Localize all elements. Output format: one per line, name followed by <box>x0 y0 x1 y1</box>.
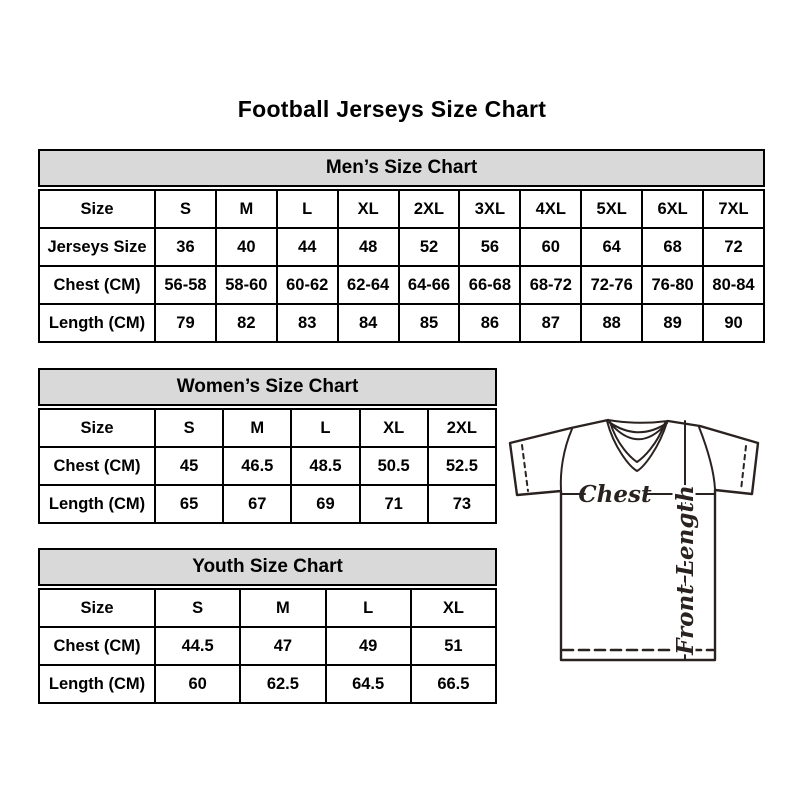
size-table <box>38 408 497 524</box>
value-cell: XL <box>411 589 496 627</box>
value-cell: 48.5 <box>291 447 359 485</box>
value-cell: 3XL <box>459 190 520 228</box>
value-cell: 79 <box>155 304 216 342</box>
value-cell: 64.5 <box>326 665 411 703</box>
row-label-cell: Length (CM) <box>39 304 155 342</box>
value-cell: S <box>155 190 216 228</box>
value-cell: L <box>277 190 338 228</box>
value-cell: L <box>291 409 359 447</box>
right-armhole-seam <box>699 427 715 489</box>
value-cell: 66.5 <box>411 665 496 703</box>
value-cell: M <box>216 190 277 228</box>
value-cell: 6XL <box>642 190 703 228</box>
value-cell: 7XL <box>703 190 764 228</box>
value-cell: XL <box>360 409 428 447</box>
value-cell: 71 <box>360 485 428 523</box>
row-label-cell: Chest (CM) <box>39 447 155 485</box>
left-armhole-seam <box>561 429 572 490</box>
mens-size-chart <box>38 149 765 343</box>
value-cell: 36 <box>155 228 216 266</box>
value-cell: 56 <box>459 228 520 266</box>
table-title: Women’s Size Chart <box>38 368 497 406</box>
table-row <box>39 304 764 342</box>
value-cell: M <box>223 409 291 447</box>
table-row <box>39 447 496 485</box>
value-cell: 89 <box>642 304 703 342</box>
row-label-cell: Length (CM) <box>39 665 155 703</box>
value-cell: 90 <box>703 304 764 342</box>
value-cell: 72-76 <box>581 266 642 304</box>
value-cell: 49 <box>326 627 411 665</box>
value-cell: 68-72 <box>520 266 581 304</box>
value-cell: 47 <box>240 627 325 665</box>
value-cell: 65 <box>155 485 223 523</box>
table-row <box>39 589 496 627</box>
value-cell: 52.5 <box>428 447 496 485</box>
value-cell: 64 <box>581 228 642 266</box>
value-cell: 84 <box>338 304 399 342</box>
table-row <box>39 485 496 523</box>
value-cell: 50.5 <box>360 447 428 485</box>
neck-top-edge <box>608 420 668 423</box>
value-cell: 60 <box>155 665 240 703</box>
womens-size-chart <box>38 368 497 524</box>
table-row <box>39 665 496 703</box>
value-cell: 86 <box>459 304 520 342</box>
value-cell: 72 <box>703 228 764 266</box>
value-cell: 68 <box>642 228 703 266</box>
youth-size-chart <box>38 548 497 704</box>
row-label-cell: Size <box>39 589 155 627</box>
chest-label: Chest <box>578 481 652 508</box>
value-cell: 4XL <box>520 190 581 228</box>
jersey-diagram <box>495 398 777 680</box>
row-label-cell: Length (CM) <box>39 485 155 523</box>
size-table <box>38 588 497 704</box>
value-cell: 66-68 <box>459 266 520 304</box>
value-cell: 80-84 <box>703 266 764 304</box>
value-cell: L <box>326 589 411 627</box>
value-cell: 67 <box>223 485 291 523</box>
value-cell: 2XL <box>399 190 460 228</box>
value-cell: 40 <box>216 228 277 266</box>
value-cell: 60 <box>520 228 581 266</box>
value-cell: 60-62 <box>277 266 338 304</box>
value-cell: S <box>155 589 240 627</box>
value-cell: 82 <box>216 304 277 342</box>
value-cell: 58-60 <box>216 266 277 304</box>
value-cell: 52 <box>399 228 460 266</box>
value-cell: 2XL <box>428 409 496 447</box>
value-cell: 83 <box>277 304 338 342</box>
right-cuff-dashed-line <box>741 446 746 490</box>
front-length-label: Front Length <box>672 485 699 655</box>
value-cell: 45 <box>155 447 223 485</box>
value-cell: 48 <box>338 228 399 266</box>
left-cuff-dashed-line <box>522 445 528 491</box>
table-row <box>39 190 764 228</box>
value-cell: 76-80 <box>642 266 703 304</box>
value-cell: 73 <box>428 485 496 523</box>
table-row <box>39 228 764 266</box>
jersey-outline <box>510 420 758 660</box>
table-row <box>39 266 764 304</box>
value-cell: 87 <box>520 304 581 342</box>
jersey-svg <box>495 398 777 680</box>
value-cell: XL <box>338 190 399 228</box>
value-cell: 62-64 <box>338 266 399 304</box>
page-title: Football Jerseys Size Chart <box>237 96 547 122</box>
row-label-cell: Size <box>39 409 155 447</box>
row-label-cell: Jerseys Size <box>39 228 155 266</box>
value-cell: M <box>240 589 325 627</box>
value-cell: 62.5 <box>240 665 325 703</box>
value-cell: 51 <box>411 627 496 665</box>
table-row <box>39 409 496 447</box>
row-label-cell: Chest (CM) <box>39 266 155 304</box>
row-label-cell: Size <box>39 190 155 228</box>
value-cell: 88 <box>581 304 642 342</box>
value-cell: 44.5 <box>155 627 240 665</box>
table-title: Youth Size Chart <box>38 548 497 586</box>
value-cell: 85 <box>399 304 460 342</box>
value-cell: 46.5 <box>223 447 291 485</box>
value-cell: 5XL <box>581 190 642 228</box>
value-cell: 64-66 <box>399 266 460 304</box>
value-cell: 56-58 <box>155 266 216 304</box>
value-cell: 69 <box>291 485 359 523</box>
value-cell: S <box>155 409 223 447</box>
row-label-cell: Chest (CM) <box>39 627 155 665</box>
table-title: Men’s Size Chart <box>38 149 765 187</box>
table-row <box>39 627 496 665</box>
size-table <box>38 189 765 343</box>
value-cell: 44 <box>277 228 338 266</box>
